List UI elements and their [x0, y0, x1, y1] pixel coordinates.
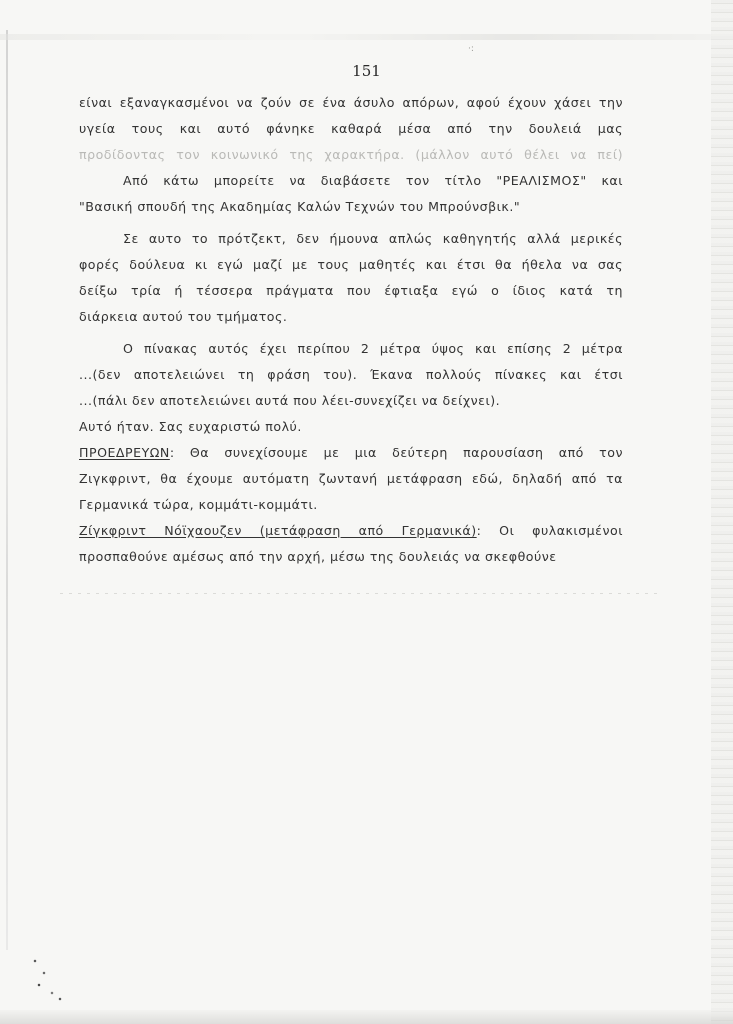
scan-edge-top	[0, 34, 733, 40]
chair-speaker-name: ΠΡΟΕΔΡΕΥΩΝ	[79, 445, 170, 460]
scan-faint-line	[60, 593, 660, 594]
text-line: είναι εξαναγκασμένοι να ζούν σε ένα άσυλο απόρων, αφού έχουν χάσει την	[79, 95, 623, 110]
scan-specks	[30, 955, 70, 1005]
scan-edge-left	[6, 30, 8, 950]
chair-text: : Θα συνεχίσουμε με μια δεύτερη παρουσίαση από τον	[169, 445, 623, 460]
text-line: προσπαθούνε αμέσως από την αρχή, μέσω της δουλειάς να σκεφθούνε	[79, 549, 557, 564]
guest-line	[79, 518, 623, 544]
guest-text: : Οι φυλακισμένοι	[476, 523, 623, 538]
text-line: Σε αυτο το πρότζεκτ, δεν ήμουνα απλώς καθηγητής αλλά μερικές	[123, 231, 623, 246]
text-line: ...(πάλι δεν αποτελειώνει αυτά που λέει-συνεχίζει να δείχνει).	[79, 393, 501, 408]
text-line: διάρκεια αυτού του τμήματος.	[79, 309, 288, 324]
scan-mark: ·:	[468, 44, 474, 54]
chair-line	[79, 440, 623, 466]
guest-speaker-name: Ζίγκφριντ Νόϊχαουζεν (μετάφραση από Γερμανικά)	[79, 523, 477, 538]
text-line-faded: προδίδοντας τον κοινωνικό της χαρακτήρα. (μάλλον αυτό θέλει να πεί)	[79, 147, 623, 162]
text-line: φορές δούλευα κι εγώ μαζί με τους μαθητές και έτσι θα ήθελα να σας	[79, 257, 623, 272]
text-line: "Βασική σπουδή της Ακαδημίας Καλών Τεχνών του Μπρούνσβικ."	[79, 199, 521, 214]
text-line: δείξω τρία ή τέσσερα πράγματα που έφτιαξα εγώ ο ίδιος κατά τη	[79, 283, 623, 298]
text-line: Γερμανικά τώρα, κομμάτι-κομμάτι.	[79, 497, 318, 512]
text-line: υγεία τους και αυτό φάνηκε καθαρά μέσα από την δουλειά μας	[79, 121, 623, 136]
text-line: Αυτό ήταν. Σας ευχαριστώ πολύ.	[79, 419, 302, 434]
text-line: ...(δεν αποτελειώνει τη φράση του). Έκανα πολλούς πίνακες και έτσι	[79, 367, 623, 382]
text-line: Ζιγκφριντ, θα έχουμε αυτόματη ζωντανή μετάφραση εδώ, δηλαδή από τα	[79, 471, 623, 486]
page-number: 151	[352, 62, 381, 80]
text-line: Από κάτω μπορείτε να διαβάσετε τον τίτλο "ΡΕΑΛΙΣΜΟΣ" και	[123, 173, 623, 188]
text-line: Ο πίνακας αυτός έχει περίπου 2 μέτρα ύψος και επίσης 2 μέτρα	[123, 341, 623, 356]
scan-edge-bottom	[0, 1010, 733, 1024]
scan-edge-right	[711, 0, 733, 1024]
transcript-body	[79, 90, 623, 570]
